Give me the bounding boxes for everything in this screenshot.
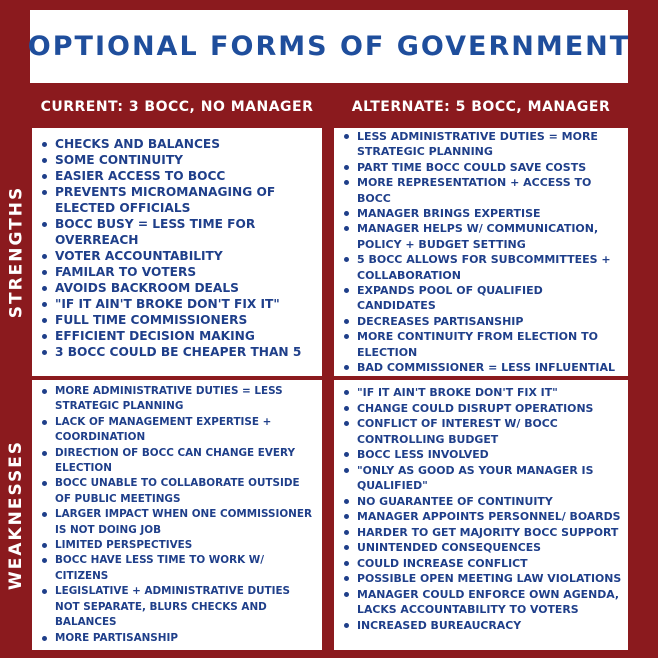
list-item: MORE CONTINUITY FROM ELECTION TO ELECTION (340, 329, 622, 360)
list-item: "ONLY AS GOOD AS YOUR MANAGER IS QUALIFIED" (340, 463, 622, 494)
row-label-weaknesses-container (0, 380, 32, 650)
list-item: MORE ADMINISTRATIVE DUTIES = LESS STRATEGIC PLANNING (38, 384, 316, 415)
list-item: BOCC HAVE LESS TIME TO WORK W/ CITIZENS (38, 553, 316, 584)
list-item: UNINTENDED CONSEQUENCES (340, 540, 622, 556)
list-item: CHANGE COULD DISRUPT OPERATIONS (340, 401, 622, 417)
strengths-alternate-list (340, 129, 622, 376)
list-item: MANAGER HELPS W/ COMMUNICATION, POLICY + BUDGET SETTING (340, 221, 622, 252)
row-label-strengths: STRENGTHS (6, 185, 26, 319)
column-header-alternate: ALTERNATE: 5 BOCC, MANAGER (351, 99, 611, 115)
list-item: COULD INCREASE CONFLICT (340, 556, 622, 572)
title-banner (27, 10, 631, 83)
strengths-current-list (38, 136, 316, 360)
list-item: POSSIBLE OPEN MEETING LAW VIOLATIONS (340, 571, 622, 587)
list-item: MORE PARTISANSHIP (38, 631, 316, 646)
list-item: EXPANDS POOL OF QUALIFIED CANDIDATES (340, 283, 622, 314)
list-item: EASIER ACCESS TO BOCC (38, 168, 316, 184)
list-item: AVOIDS BACKROOM DEALS (38, 280, 316, 296)
list-item: CHECKS AND BALANCES (38, 136, 316, 152)
list-item: NO GUARANTEE OF CONTINUITY (340, 494, 622, 510)
list-item: MANAGER COULD ENFORCE OWN AGENDA, LACKS ACCOUNTABILITY TO VOTERS (340, 587, 622, 618)
list-item: HARDER TO GET MAJORITY BOCC SUPPORT (340, 525, 622, 541)
list-item: BOCC UNABLE TO COLLABORATE OUTSIDE OF PUBLIC MEETINGS (38, 476, 316, 507)
list-item: MANAGER APPOINTS PERSONNEL/ BOARDS (340, 509, 622, 525)
list-item: INCREASED BUREAUCRACY (340, 618, 622, 634)
list-item: PREVENTS MICROMANAGING OF ELECTED OFFICIALS (38, 184, 316, 216)
weaknesses-current-panel (32, 380, 322, 650)
list-item: 5 BOCC ALLOWS FOR SUBCOMMITTEES + COLLABORATION (340, 252, 622, 283)
list-item: LIMITED PERSPECTIVES (38, 538, 316, 553)
strengths-current-panel (32, 128, 322, 376)
list-item: CONFLICT OF INTEREST W/ BOCC CONTROLLING BUDGET (340, 416, 622, 447)
list-item: FAMILAR TO VOTERS (38, 264, 316, 280)
list-item: BAD COMMISSIONER = LESS INFLUENTIAL (340, 360, 622, 375)
list-item: PART TIME BOCC COULD SAVE COSTS (340, 160, 622, 175)
list-item: LEGISLATIVE + ADMINISTRATIVE DUTIES NOT SEPARATE, BLURS CHECKS AND BALANCES (38, 584, 316, 630)
list-item: 3 BOCC COULD BE CHEAPER THAN 5 (38, 344, 316, 360)
list-item: BOCC LESS INVOLVED (340, 447, 622, 463)
list-item: VOTER ACCOUNTABILITY (38, 248, 316, 264)
list-item: LACK OF MANAGEMENT EXPERTISE + COORDINATION (38, 415, 316, 446)
list-item: MANAGER BRINGS EXPERTISE (340, 206, 622, 221)
weaknesses-current-list (38, 384, 316, 646)
list-item: BOCC BUSY = LESS TIME FOR OVERREACH (38, 216, 316, 248)
row-label-weaknesses: WEAKNESSES (6, 439, 26, 591)
page-title: OPTIONAL FORMS OF GOVERNMENT (27, 31, 631, 62)
list-item: "IF IT AIN'T BROKE DON'T FIX IT" (38, 296, 316, 312)
list-item: LESS ADMINISTRATIVE DUTIES = MORE STRATEGIC PLANNING (340, 129, 622, 160)
list-item: DECREASES PARTISANSHIP (340, 314, 622, 329)
row-label-strengths-container (0, 128, 32, 376)
list-item: FULL TIME COMMISSIONERS (38, 312, 316, 328)
strengths-alternate-panel (334, 128, 628, 376)
weaknesses-alternate-list (340, 385, 622, 633)
list-item: SOME CONTINUITY (38, 152, 316, 168)
column-header-current: CURRENT: 3 BOCC, NO MANAGER (40, 99, 314, 115)
weaknesses-alternate-panel (334, 380, 628, 650)
list-item: MORE REPRESENTATION + ACCESS TO BOCC (340, 175, 622, 206)
list-item: LARGER IMPACT WHEN ONE COMMISSIONER IS NOT DOING JOB (38, 507, 316, 538)
list-item: EFFICIENT DECISION MAKING (38, 328, 316, 344)
list-item: "IF IT AIN'T BROKE DON'T FIX IT" (340, 385, 622, 401)
list-item: DIRECTION OF BOCC CAN CHANGE EVERY ELECTION (38, 446, 316, 477)
